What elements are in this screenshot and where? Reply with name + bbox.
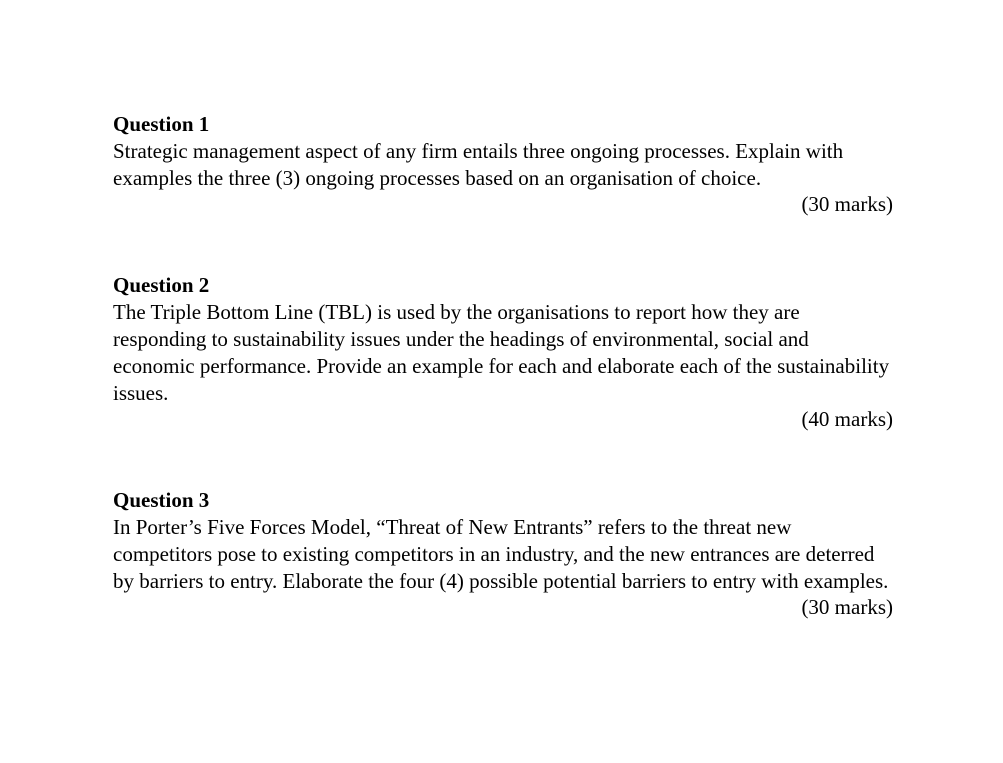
question-title: Question 1 (113, 112, 210, 136)
document-page (113, 111, 893, 621)
question-marks: (30 marks) (801, 192, 893, 217)
question-2 (113, 272, 893, 433)
question-text: In Porter’s Five Forces Model, “Threat of New Entrants” refers to the threat new competitors pose to existing competitors in an industry, and the new entrances are deterred by barriers to entry. Elaborate the four (4) possible potential barriers to entry with examples. (113, 515, 889, 593)
question-text: The Triple Bottom Line (TBL) is used by the organisations to report how they are responding to sustainability issues under the headings of environmental, social and economic performance. Provide an example for each and elaborate each of the sustainability issues. (113, 300, 890, 405)
question-3 (113, 487, 893, 621)
question-marks: (40 marks) (801, 407, 893, 432)
question-1 (113, 111, 893, 218)
question-title: Question 2 (113, 273, 210, 298)
question-marks: (30 marks) (801, 595, 893, 620)
question-text: Strategic management aspect of any firm entails three ongoing processes. Explain with examples the three (3) ongoing processes based on an organisation of choice. (113, 139, 844, 190)
question-title: Question 3 (113, 488, 210, 513)
